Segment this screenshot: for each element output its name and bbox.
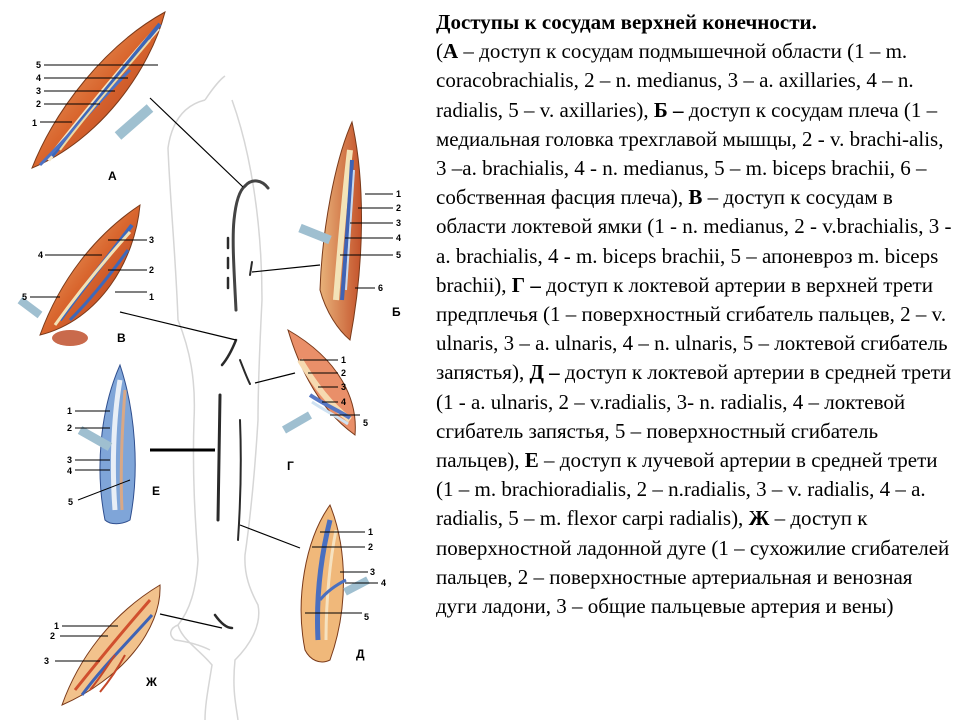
caption-seg-11: Е bbox=[524, 448, 539, 473]
label-b-5: 5 bbox=[396, 250, 402, 260]
panel-zh bbox=[55, 585, 160, 705]
label-d-3: 3 bbox=[370, 567, 376, 577]
caption-seg-3: Б – bbox=[653, 97, 684, 122]
caption-seg-0: ( bbox=[436, 39, 443, 64]
caption-seg-5: В bbox=[688, 185, 703, 210]
label-e-1: 1 bbox=[67, 406, 73, 416]
panel-b bbox=[300, 122, 393, 340]
label-a-4: 4 bbox=[36, 73, 42, 83]
panel-label-e: Е bbox=[152, 484, 161, 498]
label-b-1: 1 bbox=[396, 189, 402, 199]
label-zh-1: 1 bbox=[54, 621, 60, 631]
label-d-5: 5 bbox=[364, 612, 370, 622]
label-b-2: 2 bbox=[396, 203, 402, 213]
pointer-lines bbox=[120, 98, 320, 628]
caption-body bbox=[436, 37, 952, 621]
label-g-5: 5 bbox=[363, 418, 369, 428]
label-a-3: 3 bbox=[36, 86, 42, 96]
panel-v bbox=[20, 205, 147, 346]
caption-text bbox=[436, 8, 952, 720]
caption-seg-9: Д – bbox=[529, 360, 560, 385]
caption-seg-1: А bbox=[443, 39, 459, 64]
label-v-5: 5 bbox=[22, 292, 28, 302]
label-a-2: 2 bbox=[36, 99, 42, 109]
caption-title: Доступы к сосудам верхней конечности. bbox=[436, 10, 817, 34]
caption-seg-4: доступ к сосудам плеча (1 – медиальная головка трехглавой мышцы, 2 - v. brachi-alis, 3 –a. brachialis, 4 - n. medianus, 5 – m. biceps brachii, 6 – собственная фасция плеча), bbox=[436, 97, 944, 210]
anatomy-figure bbox=[0, 0, 430, 720]
panel-label-d: Д bbox=[356, 647, 365, 661]
caption-seg-13: Ж bbox=[748, 506, 770, 531]
caption-seg-7: Г – bbox=[511, 272, 541, 297]
label-b-3: 3 bbox=[396, 218, 402, 228]
label-v-4: 4 bbox=[38, 250, 44, 260]
label-b-6: 6 bbox=[378, 283, 384, 293]
label-v-2: 2 bbox=[149, 265, 155, 275]
label-d-1: 1 bbox=[368, 527, 374, 537]
panel-label-a: А bbox=[108, 169, 117, 183]
label-v-3: 3 bbox=[149, 235, 155, 245]
panel-d bbox=[301, 505, 378, 662]
label-g-3: 3 bbox=[341, 382, 347, 392]
label-a-5: 5 bbox=[36, 60, 42, 70]
label-b-4: 4 bbox=[396, 233, 402, 243]
caption-seg-14: – доступ к поверхностной ладонной дуге (1 – сухожилие сгибателей пальцев, 2 – поверхностные артериальная и венозная дуги ладони, 3 – общие пальцевые артерия и вены) bbox=[436, 506, 950, 619]
label-g-1: 1 bbox=[341, 355, 347, 365]
panel-label-b: Б bbox=[392, 305, 401, 319]
panel-label-zh: Ж bbox=[146, 675, 157, 689]
caption-seg-2: – доступ к сосудам подмышечной области (1 – m. coracobrachialis, 2 – n. medianus, 3 – a. axillaries, 4 – n. radialis, 5 – v. axillaries), bbox=[436, 39, 914, 122]
label-d-4: 4 bbox=[381, 578, 387, 588]
caption-seg-10: доступ к локтевой артерии в средней трети (1 - a. ulnaris, 2 – v.radialis, 3- n. radialis, 4 – локтевой сгибатель запястья, 5 – поверхностный сгибатель пальцев), bbox=[436, 360, 952, 473]
label-e-4: 4 bbox=[67, 466, 73, 476]
label-v-1: 1 bbox=[149, 292, 155, 302]
label-g-4: 4 bbox=[341, 397, 347, 407]
label-e-3: 3 bbox=[67, 455, 73, 465]
caption-seg-6: – доступ к сосудам в области локтевой ямки (1 - n. medianus, 2 - v.brachialis, 3 - a. brachialis, 4 - m. biceps brachii, 5 – апоневроз m. biceps brachii), bbox=[436, 185, 952, 297]
caption-seg-12: – доступ к лучевой артерии в средней трети (1 – m. brachioradialis, 2 – n.radialis, 3 – v. radialis, 4 – a. radialis, 5 – m. flexor carpi radialis), bbox=[436, 448, 938, 531]
panel-e bbox=[75, 365, 135, 524]
panel-a bbox=[32, 12, 165, 168]
label-e-5: 5 bbox=[68, 497, 74, 507]
label-g-2: 2 bbox=[341, 368, 347, 378]
arm-outline bbox=[168, 76, 262, 720]
label-a-1: 1 bbox=[32, 118, 38, 128]
label-e-2: 2 bbox=[67, 423, 73, 433]
label-d-2: 2 bbox=[368, 542, 374, 552]
panel-label-g: Г bbox=[287, 459, 294, 473]
label-zh-2: 2 bbox=[50, 631, 56, 641]
panel-label-v: В bbox=[117, 331, 126, 345]
caption-seg-8: доступ к локтевой артерии в верхней трети предплечья (1 – поверхностный сгибатель пальцев, 2 – v. ulnaris, 3 – a. ulnaris, 4 – n. ulnaris, 5 – локтевой сгибатель запястья), bbox=[436, 272, 948, 385]
panel-g bbox=[284, 330, 360, 435]
label-zh-3: 3 bbox=[44, 656, 50, 666]
